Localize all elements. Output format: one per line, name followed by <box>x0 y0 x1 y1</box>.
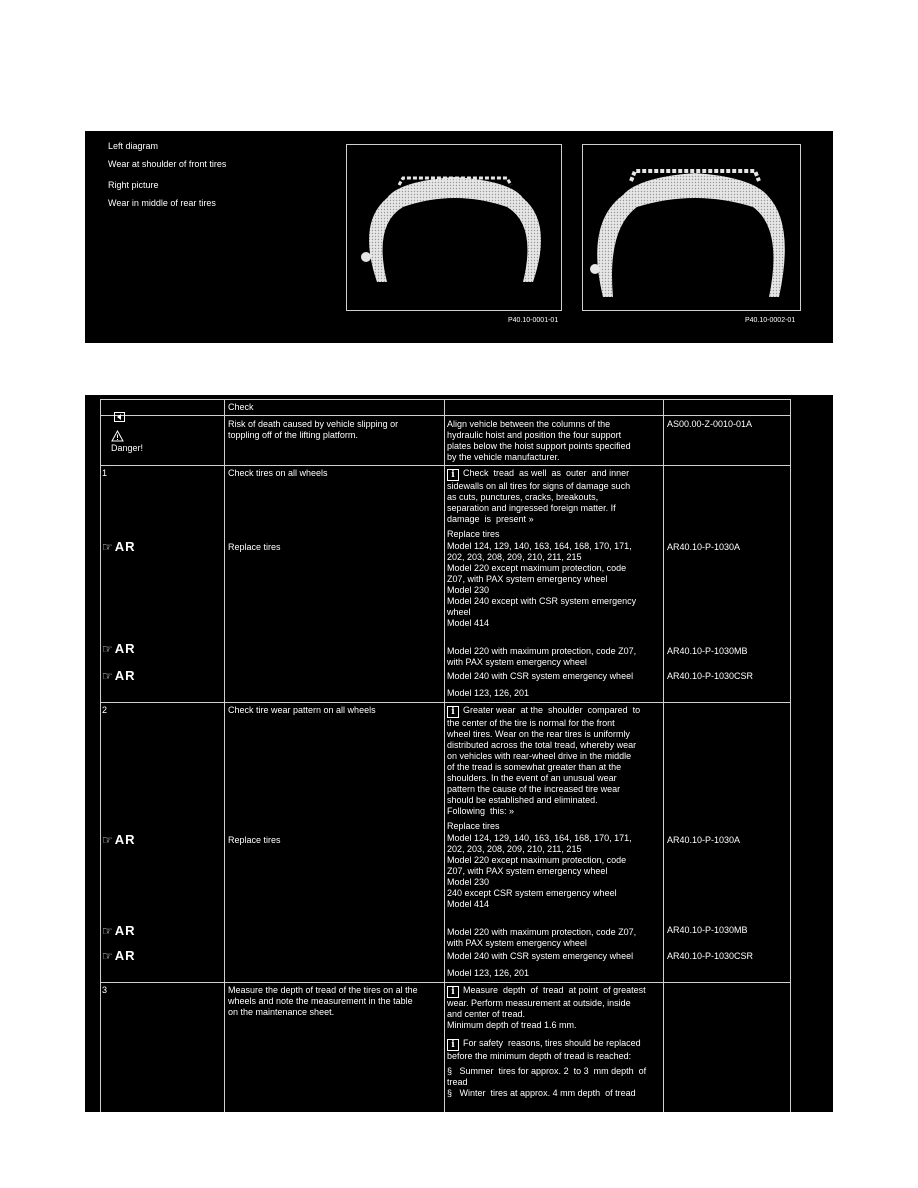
step3-bullet1: § Summer tires for approx. 2 to 3 mm depth of tread <box>447 1066 647 1087</box>
danger-ref[interactable]: AS00.00-Z-0010-01A <box>667 419 753 429</box>
front-tire-wear-illustration <box>347 145 561 310</box>
pointing-hand-icon: ☞ <box>102 924 114 938</box>
grid-line <box>100 702 790 703</box>
bullet-icon: § <box>447 1066 453 1076</box>
grid-line <box>100 399 790 400</box>
info-icon: i <box>447 469 459 481</box>
step1-note: i Check tread as well as outer and inner sidewalls on all tires for signs of damage such as cuts, punctures, cracks, breakouts, separation and ingressed foreign matter. If damage is present » <box>447 468 631 524</box>
warning-icon <box>111 430 124 442</box>
step1-replace-heading: Replace tires <box>447 529 500 539</box>
step1-models-a: Model 124, 129, 140, 163, 164, 168, 170, 171, 202, 203, 208, 209, 210, 211, 215 Model 220 except maximum protection, code Z07, with PAX system emergency wheel Model 230 Model 240 except with CSR system emergency wheel Model 414 <box>447 541 637 628</box>
front-tire-image <box>346 144 562 311</box>
step2-ar-link-b[interactable]: ☞AR <box>102 923 136 938</box>
figure-legend-2: Wear at shoulder of front tires <box>108 159 227 169</box>
maintenance-table <box>85 395 833 1112</box>
step1-ref-b[interactable]: AR40.10-P-1030MB <box>667 646 748 656</box>
danger-text: Align vehicle between the columns of the hydraulic hoist and position the four support plates below the hoist support points specified by the vehicle manufacturer. <box>447 419 631 462</box>
bullet-icon: § <box>447 1088 453 1098</box>
step1-models-c: Model 240 with CSR system emergency wheel <box>447 671 634 681</box>
grid-line <box>100 465 790 466</box>
danger-label-cell <box>101 419 143 465</box>
info-icon: i <box>447 1039 459 1051</box>
grid-line <box>100 415 790 416</box>
step3-check: Measure the depth of tread of the tires on al the wheels and note the measurement in the table on the maintenance sheet. <box>228 985 418 1017</box>
step2-check: Check tire wear pattern on all wheels <box>228 705 376 715</box>
grid-line <box>100 399 101 1112</box>
step1-ar-link-a[interactable]: ☞AR <box>102 539 136 554</box>
step2-number: 2 <box>102 705 108 715</box>
figure-legend-4: Wear in middle of rear tires <box>108 198 216 208</box>
step1-models-d: Model 123, 126, 201 <box>447 688 530 698</box>
step2-models-b: Model 220 with maximum protection, code Z07, with PAX system emergency wheel <box>447 927 637 948</box>
step1-ref-a[interactable]: AR40.10-P-1030A <box>667 542 741 552</box>
arrow-icon: » <box>528 514 534 524</box>
grid-line <box>663 399 664 1112</box>
rear-tire-image <box>582 144 801 311</box>
figure-legend-1: Left diagram <box>108 141 159 151</box>
step1-replace: Replace tires <box>228 542 281 552</box>
step2-ref-c[interactable]: AR40.10-P-1030CSR <box>667 951 754 961</box>
header-check: Check <box>228 402 254 412</box>
step2-models-d: Model 123, 126, 201 <box>447 968 530 978</box>
step1-number: 1 <box>102 468 108 478</box>
step1-check: Check tires on all wheels <box>228 468 328 478</box>
step2-models-c: Model 240 with CSR system emergency wheel <box>447 951 634 961</box>
pointing-hand-icon: ☞ <box>102 642 114 656</box>
step3-note1: i Measure depth of tread at point of greatest wear. Perform measurement at outside, inside and center of tread. Minimum depth of tread 1.6 mm. <box>447 985 646 1030</box>
tire-wear-figure <box>85 131 833 343</box>
right-image-id: P40.10-0002-01 <box>745 317 796 324</box>
grid-line <box>790 399 791 1112</box>
pointing-hand-icon: ☞ <box>102 669 114 683</box>
grid-line <box>444 399 445 1112</box>
step3-note2: i For safety reasons, tires should be replaced before the minimum depth of tread is reached: <box>447 1038 641 1061</box>
left-image-id: P40.10-0001-01 <box>508 317 559 324</box>
pointing-hand-icon: ☞ <box>102 540 114 554</box>
step2-ar-link-c[interactable]: ☞AR <box>102 948 136 963</box>
step2-note: i Greater wear at the shoulder compared to the center of the tire is normal for the front wheel tires. Wear on the rear tires is uniformly distributed across the total tread, whereby wear on vehicles with rear-wheel drive in the middle of the tread is somewhat greater than at the shoulders. In the event of an unusual wear pattern the cause of the increased tire wear should be established and eliminated. Following this: » <box>447 705 641 816</box>
step1-models-b: Model 220 with maximum protection, code Z07, with PAX system emergency wheel <box>447 646 637 667</box>
step1-ref-c[interactable]: AR40.10-P-1030CSR <box>667 671 754 681</box>
step2-replace-heading: Replace tires <box>447 821 500 831</box>
step2-models-a: Model 124, 129, 140, 163, 164, 168, 170, 171, 202, 203, 208, 209, 210, 211, 215 Model 220 except maximum protection, code Z07, with PAX system emergency wheel Model 230 240 except CSR system emergency wheel Model 414 <box>447 833 632 909</box>
step2-ref-a[interactable]: AR40.10-P-1030A <box>667 835 741 845</box>
arrow-icon: » <box>509 806 515 816</box>
rear-tire-wear-illustration <box>583 145 800 310</box>
info-icon: i <box>447 986 459 998</box>
step2-replace: Replace tires <box>228 835 281 845</box>
danger-label: Danger! <box>111 443 144 453</box>
step3-bullet2: § Winter tires at approx. 4 mm depth of tread <box>447 1088 636 1098</box>
grid-line <box>100 982 790 983</box>
step1-ar-link-b[interactable]: ☞AR <box>102 641 136 656</box>
pointing-hand-icon: ☞ <box>102 949 114 963</box>
step3-number: 3 <box>102 985 108 995</box>
step2-ref-b[interactable]: AR40.10-P-1030MB <box>667 925 748 935</box>
step1-ar-link-c[interactable]: ☞AR <box>102 668 136 683</box>
info-icon: i <box>447 706 459 718</box>
grid-line <box>224 399 225 1112</box>
step2-ar-link-a[interactable]: ☞AR <box>102 832 136 847</box>
danger-check: Risk of death caused by vehicle slipping or toppling off of the lifting platform. <box>228 419 399 440</box>
pointing-hand-icon: ☞ <box>102 833 114 847</box>
figure-legend-3: Right picture <box>108 180 159 190</box>
